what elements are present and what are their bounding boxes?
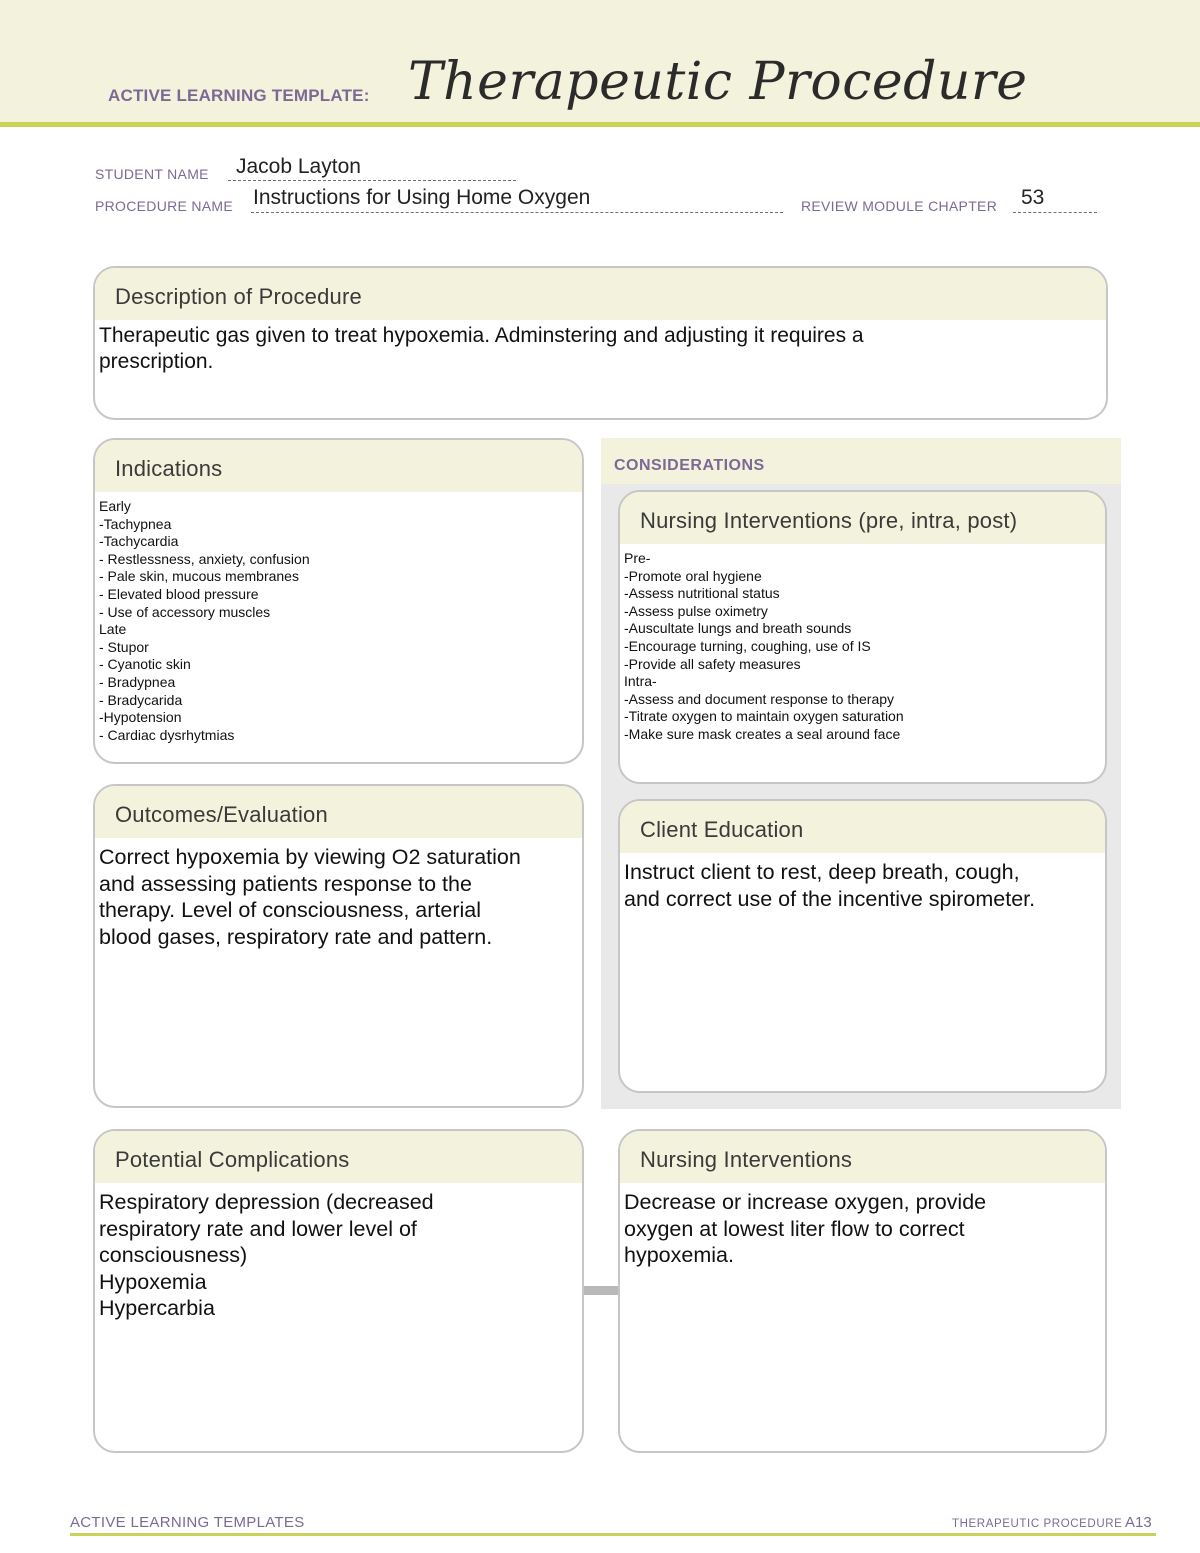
box-connector <box>583 1286 621 1295</box>
student-name-label: STUDENT NAME <box>95 166 209 182</box>
footer-left-label: ACTIVE LEARNING TEMPLATES <box>70 1514 305 1531</box>
client-education-text[interactable]: Instruct client to rest, deep breath, cough, and correct use of the incentive spirometer. <box>624 860 1036 911</box>
review-module-label: REVIEW MODULE CHAPTER <box>801 198 998 214</box>
procedure-name-field[interactable]: Instructions for Using Home Oxygen <box>253 186 591 209</box>
description-title: Description of Procedure <box>95 268 1106 320</box>
procedure-name-line <box>251 212 783 213</box>
complications-title: Potential Complications <box>95 1131 582 1183</box>
nursing-interventions-box <box>618 1129 1107 1453</box>
review-module-line <box>1013 212 1097 213</box>
outcomes-text[interactable]: Correct hypoxemia by viewing O2 saturation and assessing patients response to the therapy. Level of consciousness, arterial blood gases, respiratory rate and pattern. <box>99 845 521 949</box>
footer-rule <box>70 1533 1156 1536</box>
complications-box <box>93 1129 584 1453</box>
footer-right-label: THERAPEUTIC PROCEDURE <box>952 1518 1123 1530</box>
nursing-interventions-title: Nursing Interventions <box>620 1131 1105 1183</box>
header-rule <box>0 122 1200 127</box>
student-name-field[interactable]: Jacob Layton <box>236 155 361 178</box>
description-text[interactable]: Therapeutic gas given to treat hypoxemia. Adminstering and adjusting it requires a prescription. <box>99 324 864 373</box>
student-name-line <box>228 180 516 181</box>
outcomes-title: Outcomes/Evaluation <box>95 786 582 838</box>
nursing-interventions-pre-box <box>618 490 1107 784</box>
nursing-interventions-text[interactable]: Decrease or increase oxygen, provide oxygen at lowest liter flow to correct hypoxemia. <box>624 1190 987 1267</box>
complications-text[interactable]: Respiratory depression (decreased respiratory rate and lower level of consciousness) Hypoxemia Hypercarbia <box>99 1190 434 1320</box>
considerations-label: CONSIDERATIONS <box>614 457 765 474</box>
review-module-field[interactable]: 53 <box>1021 186 1045 209</box>
outcomes-box <box>93 784 584 1108</box>
template-label: ACTIVE LEARNING TEMPLATE: <box>108 86 370 105</box>
indications-title: Indications <box>95 440 582 492</box>
client-education-title: Client Education <box>620 801 1105 853</box>
footer-page-number: A13 <box>1125 1514 1152 1531</box>
indications-box <box>93 438 584 764</box>
procedure-name-label: PROCEDURE NAME <box>95 198 233 214</box>
page-title: Therapeutic Procedure <box>408 52 1028 112</box>
description-box <box>93 266 1108 420</box>
indications-text[interactable]: Early -Tachypnea -Tachycardia - Restlessness, anxiety, confusion - Pale skin, mucous membranes - Elevated blood pressure - Use of accessory muscles Late - Stupor - Cyanotic skin - Bradypnea - Bradycarida -Hypotension - Cardiac dysrhytmias <box>99 498 310 743</box>
nursing-interventions-pre-title: Nursing Interventions (pre, intra, post) <box>620 492 1105 544</box>
nursing-interventions-pre-text[interactable]: Pre- -Promote oral hygiene -Assess nutritional status -Assess pulse oximetry -Auscultate lungs and breath sounds -Encourage turning, coughing, use of IS -Provide all safety measures Intra- -Assess and document response to therapy -Titrate oxygen to maintain oxygen saturation -Make sure mask creates a seal around face <box>624 550 904 742</box>
client-education-box <box>618 799 1107 1093</box>
